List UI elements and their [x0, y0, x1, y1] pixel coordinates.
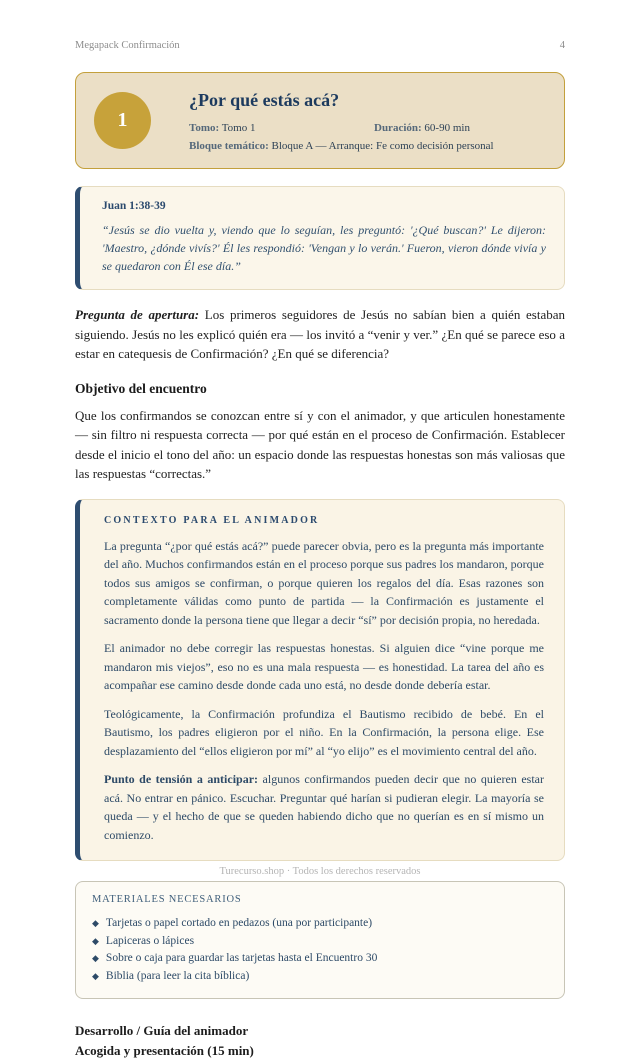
lesson-title-card [75, 72, 565, 169]
meta-duracion [374, 122, 470, 134]
materials-heading: MATERIALES NECESARIOS [92, 894, 242, 905]
diamond-bullet-icon: ◆ [92, 953, 99, 963]
list-item [92, 915, 548, 933]
scripture-quote-text: “Jesús se dio vuelta y, viendo que lo seguían, les preguntó: '¿Qué buscan?' Le dijeron: 'Maestro, ¿dónde vivís?' Él les respondió: 'Vengan y lo verán.' Fueron, vieron dónde vivía y se quedaron con Él ese día.” [102, 223, 546, 273]
material-item-text: Sobre o caja para guardar las tarjetas hasta el Encuentro 30 [105, 952, 378, 964]
diamond-bullet-icon: ◆ [92, 935, 99, 946]
diamond-bullet-icon: ◆ [92, 918, 99, 928]
page-footer: Turecurso.shop · Todos los derechos reservados [219, 866, 421, 877]
lesson-card-body [151, 90, 544, 152]
development-subheading: Acogida y presentación (15 min) [75, 1043, 254, 1058]
tension-lead: Punto de tensión a anticipar: [104, 772, 259, 786]
bloque-value: Bloque A — Arranque: Fe como decisión personal [271, 139, 494, 152]
context-box-heading: CONTEXTO PARA EL ANIMADOR [104, 514, 320, 526]
duracion-label: Duración: [374, 121, 422, 134]
context-paragraph-3: Teológicamente, la Confirmación profundiza el Bautismo recibido de bebé. En el Bautismo, los padres eligieron por el niño. En la Confirmación, la persona elige. Ese desplazamiento del “ellos eligieron por mí” al “yo elijo” es el movimiento central del año. [104, 706, 544, 758]
opening-question-paragraph [75, 305, 565, 364]
opening-question-lead: Pregunta de apertura: [75, 307, 200, 322]
meta-tomo [189, 122, 374, 134]
lesson-title: ¿Por qué estás acá? [189, 89, 340, 110]
material-item-text: Biblia (para leer la cita bíblica) [105, 969, 250, 982]
lesson-number-badge: 1 [94, 92, 151, 149]
context-paragraph-2: El animador no debe corregir las respuestas honestas. Si alguien dice “vine porque me mandaron mis viejos”, eso no es una mala respuesta — es honestidad. La tarea del año es acompañar ese camino desde donde cada uno está, no desde donde debería estar. [104, 641, 544, 692]
animator-context-box [75, 499, 565, 862]
context-tension-paragraph [104, 770, 544, 844]
tomo-label: Tomo: [189, 121, 220, 134]
lesson-meta-row-1 [189, 122, 544, 134]
materials-box [75, 881, 565, 999]
opening-question-text: Los primeros seguidores de Jesús no sabían bien a quién estaban siguiendo. Jesús no les explicó quién era — los invitó a “venir y ver.” ¿En qué se parece eso a estar en catequesis de Confirmación? ¿En qué se diferencia? [75, 307, 565, 361]
tomo-value: Tomo 1 [221, 121, 256, 134]
meta-bloque [189, 140, 494, 152]
context-paragraph-1: La pregunta “¿por qué estás acá?” puede parecer obvia, pero es la pregunta más importante del año. Muchos confirmandos están en el proceso porque sus padres los mandaron, porque todos sus amigos se confirman, o porque quieren los regalos del día. Esas razones son completamente válidas como punto de partida — la Confirmación es justamente el sacramento donde la persona tiene que llegar a decir “sí” por decisión propia, no heredada. [104, 538, 544, 627]
development-heading: Desarrollo / Guía del animador [75, 1023, 249, 1038]
duracion-value: 60-90 min [424, 121, 470, 134]
tension-text: algunos confirmandos pueden decir que no quieren estar acá. No entrar en pánico. Escuchar. Preguntar qué harían si pudieran elegir. La mayoría se queda — y el hecho de que se queden habiendo dicho que no querían es en sí mismo un comienzo. [104, 772, 544, 842]
material-item-text: Tarjetas o papel cortado en pedazos (una por participante) [105, 917, 373, 929]
list-item [92, 968, 548, 986]
objective-heading: Objetivo del encuentro [75, 380, 207, 396]
booklet-title: Megapack Confirmación [75, 40, 180, 51]
running-header [75, 0, 565, 51]
objective-paragraph: Que los confirmandos se conozcan entre sí y con el animador, y que articulen honestamente — sin filtro ni respuesta correcta — por qué están en el proceso de Confirmación. Establecer desde el inicio el tono del año: un espacio donde las respuestas honestas son más valiosas que las respuestas “correctas.” [75, 407, 565, 481]
materials-list [92, 915, 548, 985]
scripture-quote-box [75, 186, 565, 290]
list-item [92, 950, 548, 968]
diamond-bullet-icon: ◆ [92, 970, 99, 981]
lesson-meta-row-2 [189, 140, 544, 152]
material-item-text: Lapiceras o lápices [105, 934, 195, 947]
list-item [92, 933, 548, 951]
page-number: 4 [559, 40, 565, 51]
development-section [75, 1021, 565, 1061]
bloque-label: Bloque temático: [189, 139, 269, 152]
scripture-reference: Juan 1:38-39 [102, 200, 166, 212]
